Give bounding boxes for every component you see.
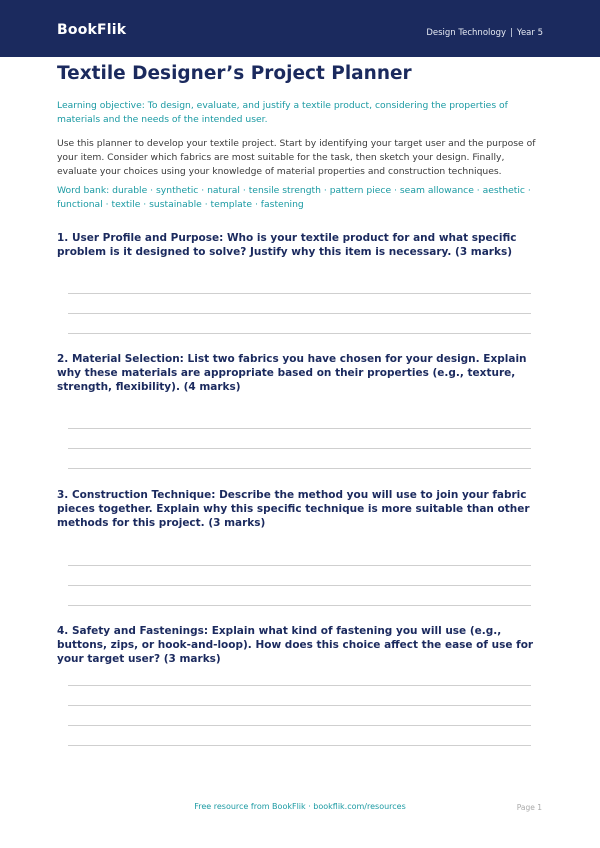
question-1: 1. User Profile and Purpose: Who is your textile product for and what specific problem is it designed to solve? Justify why this item is necessary. (3 marks) — [57, 232, 517, 258]
answer-line[interactable] — [68, 685, 531, 686]
page-header — [0, 0, 600, 57]
answer-line[interactable] — [68, 745, 531, 746]
question-3: 3. Construction Technique: Describe the method you will use to join your fabric pieces together. Explain why this specific technique is more suitable than other methods for this project. (3 marks) — [57, 489, 530, 529]
answer-line[interactable] — [68, 468, 531, 469]
footer-resource-link[interactable]: Free resource from BookFlik · bookflik.com/resources — [194, 802, 406, 811]
question-4: 4. Safety and Fastenings: Explain what kind of fastening you will use (e.g., buttons, zips, or hook-and-loop). How does this choice affect the ease of use for your target user? (3 marks) — [57, 625, 534, 665]
question-2: 2. Material Selection: List two fabrics you have chosen for your design. Explain why these materials are appropriate based on their properties (e.g., texture, strength, flexibility). (4 marks) — [57, 353, 527, 393]
year-label: Year 5 — [516, 28, 543, 38]
subject-label: Design Technology — [426, 28, 507, 38]
breadcrumb-separator: | — [510, 28, 513, 38]
answer-line[interactable] — [68, 605, 531, 606]
answer-line[interactable] — [68, 448, 531, 449]
answer-line[interactable] — [68, 705, 531, 706]
answer-line[interactable] — [68, 565, 531, 566]
brand-logo: BookFlik — [57, 22, 127, 38]
answer-line[interactable] — [68, 293, 531, 294]
page-title: Textile Designer’s Project Planner — [57, 63, 412, 84]
answer-line[interactable] — [68, 585, 531, 586]
word-bank: Word bank: durable · synthetic · natural · tensile strength · pattern piece · seam allowance · aesthetic · functional · textile · sustainable · template · fastening — [57, 185, 531, 210]
intro-paragraph: Use this planner to develop your textile project. Start by identifying your target user and the purpose of your item. Consider which fabrics are most suitable for the task, then sketch your design. Finally, evaluate your choices using your knowledge of material properties and construction techniques. — [57, 138, 536, 177]
page-number: Page 1 — [516, 803, 542, 812]
answer-line[interactable] — [68, 725, 531, 726]
answer-line[interactable] — [68, 333, 531, 334]
learning-objective: Learning objective: To design, evaluate, and justify a textile product, considering the properties of materials and the needs of the intended user. — [57, 100, 508, 125]
answer-line[interactable] — [68, 428, 531, 429]
answer-line[interactable] — [68, 313, 531, 314]
subject-breadcrumb — [426, 28, 543, 38]
